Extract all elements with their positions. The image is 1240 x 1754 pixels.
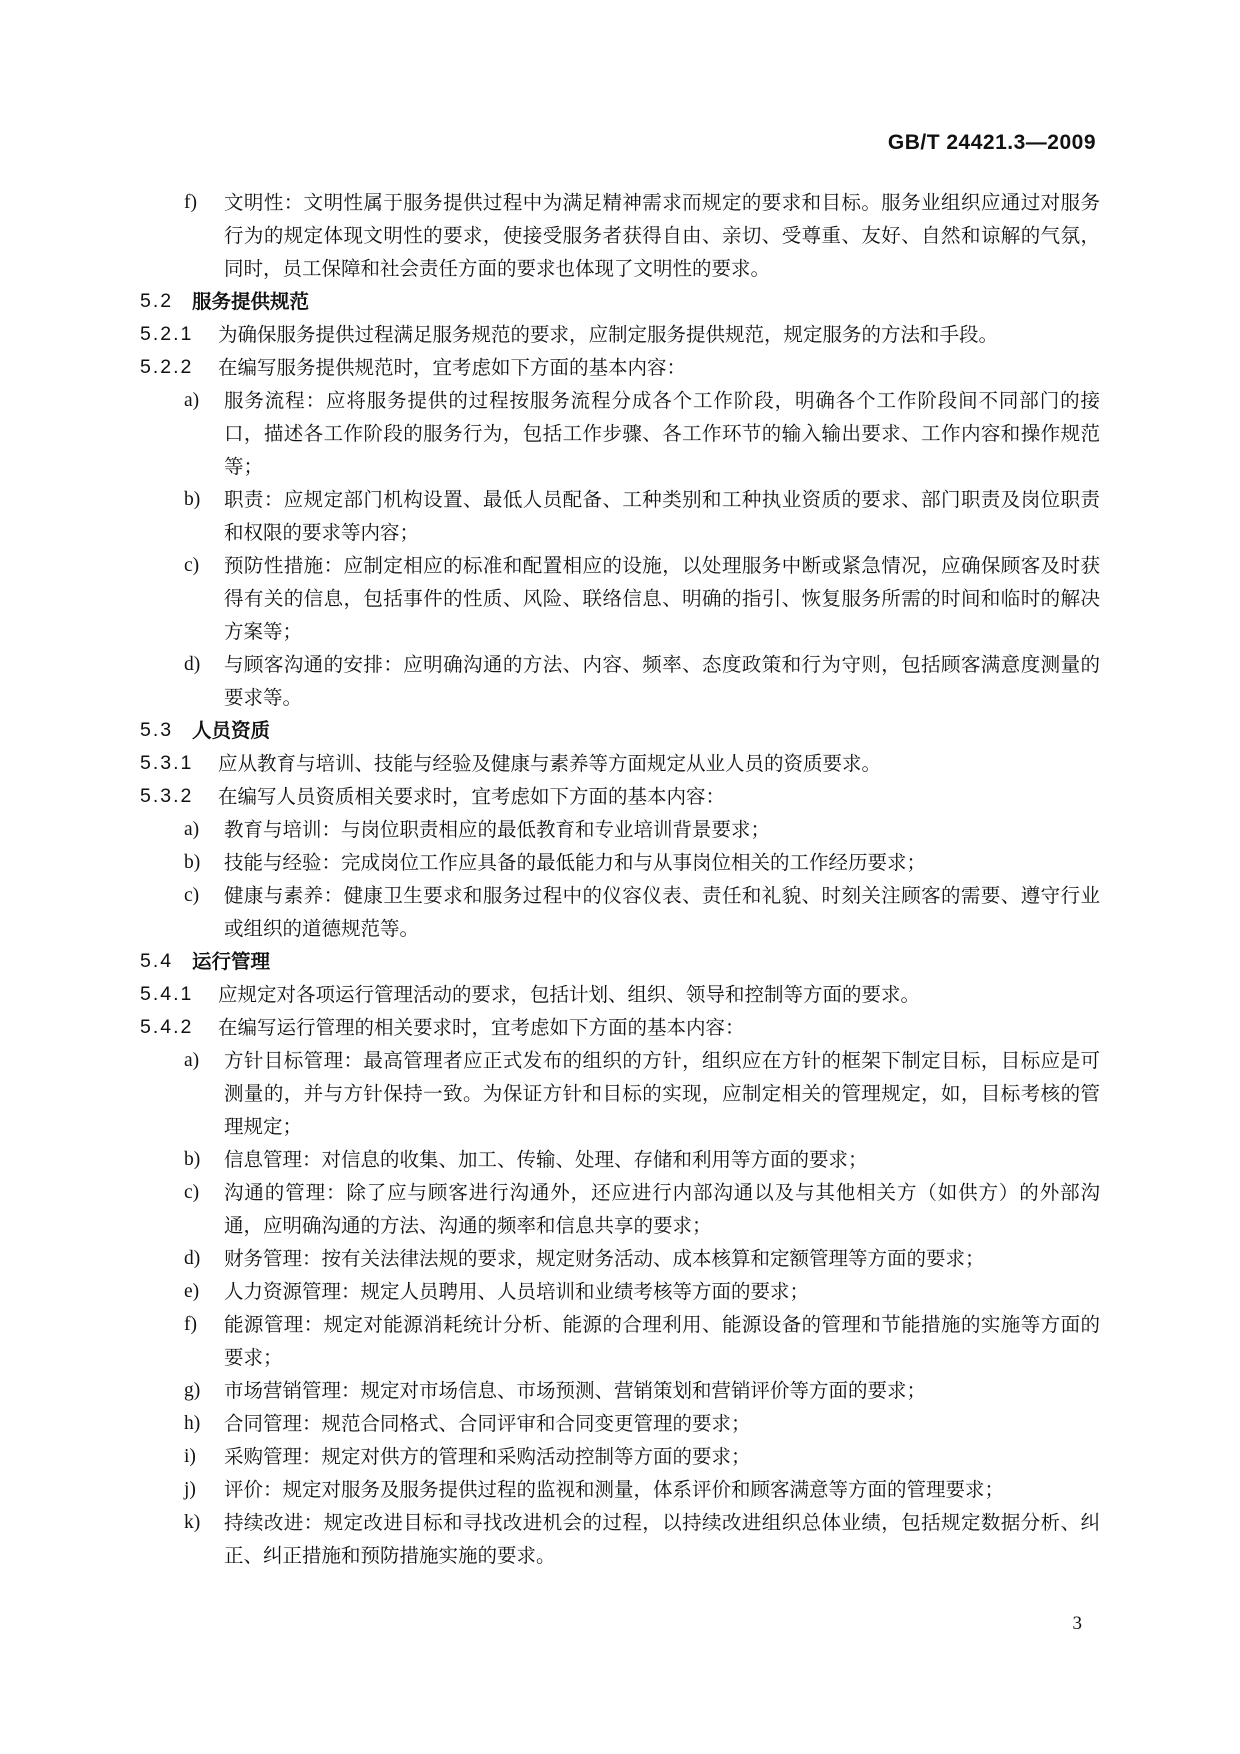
list-item	[140, 186, 1100, 285]
list-item	[140, 648, 1100, 714]
item-text: 应规定对各项运行管理活动的要求，包括计划、组织、领导和控制等方面的要求。	[218, 983, 921, 1006]
item-text: 运行管理	[192, 950, 271, 973]
item-label: f)	[184, 1314, 197, 1335]
section-heading	[140, 945, 1100, 978]
item-label: h)	[184, 1413, 201, 1434]
list-item	[140, 1143, 1100, 1176]
item-label: 5.2.1	[140, 323, 194, 345]
item-label: 5.4	[140, 950, 174, 972]
item-label: d)	[184, 1248, 201, 1269]
item-label: i)	[184, 1446, 196, 1467]
item-text: 服务提供规范	[192, 290, 310, 313]
item-text: 信息管理：对信息的收集、加工、传输、处理、存储和利用等方面的要求；	[224, 1148, 868, 1171]
item-text: 在编写服务提供规范时，宜考虑如下方面的基本内容：	[218, 356, 687, 379]
item-text: 采购管理：规定对供方的管理和采购活动控制等方面的要求；	[224, 1445, 751, 1468]
item-label: 5.2.2	[140, 356, 194, 378]
item-text: 与顾客沟通的安排：应明确沟通的方法、内容、频率、态度政策和行为守则，包括顾客满意度测量的要求等。	[224, 653, 1100, 709]
item-label: b)	[184, 489, 201, 510]
clause-paragraph	[140, 1011, 1100, 1044]
item-label: 5.2	[140, 290, 174, 312]
item-label: c)	[184, 1182, 200, 1203]
clause-paragraph	[140, 351, 1100, 384]
item-text: 持续改进：规定改进目标和寻找改进机会的过程，以持续改进组织总体业绩，包括规定数据分析、纠正、纠正措施和预防措施实施的要求。	[224, 1511, 1100, 1567]
item-label: c)	[184, 555, 200, 576]
list-item	[140, 813, 1100, 846]
item-text: 人员资质	[192, 719, 271, 742]
item-text: 教育与培训：与岗位职责相应的最低教育和专业培训背景要求；	[224, 818, 771, 841]
item-label: b)	[184, 852, 201, 873]
item-text: 健康与素养：健康卫生要求和服务过程中的仪容仪表、责任和礼貌、时刻关注顾客的需要、遵守行业或组织的道德规范等。	[224, 884, 1100, 940]
list-item	[140, 1407, 1100, 1440]
list-item	[140, 483, 1100, 549]
clause-paragraph	[140, 780, 1100, 813]
item-label: b)	[184, 1149, 201, 1170]
item-label: a)	[184, 1050, 200, 1071]
section-heading	[140, 714, 1100, 747]
item-label: 5.3.1	[140, 752, 194, 774]
list-item	[140, 1308, 1100, 1374]
document-body	[140, 186, 1100, 1572]
item-label: j)	[184, 1479, 196, 1500]
item-label: 5.4.1	[140, 983, 194, 1005]
document-id-header: GB/T 24421.3—2009	[887, 131, 1096, 154]
page-number: 3	[1072, 1613, 1082, 1634]
item-label: e)	[184, 1281, 200, 1302]
clause-paragraph	[140, 978, 1100, 1011]
list-item	[140, 879, 1100, 945]
item-label: c)	[184, 885, 200, 906]
item-text: 服务流程：应将服务提供的过程按服务流程分成各个工作阶段，明确各个工作阶段间不同部门的接口，描述各工作阶段的服务行为，包括工作步骤、各工作环节的输入输出要求、工作内容和操作规范等；	[224, 389, 1100, 478]
list-item	[140, 384, 1100, 483]
item-label: 5.3.2	[140, 785, 194, 807]
item-label: f)	[184, 192, 197, 213]
item-text: 评价：规定对服务及服务提供过程的监视和测量，体系评价和顾客满意等方面的管理要求；	[224, 1478, 1005, 1501]
list-item	[140, 1440, 1100, 1473]
list-item	[140, 1242, 1100, 1275]
list-item	[140, 1374, 1100, 1407]
item-text: 方针目标管理：最高管理者应正式发布的组织的方针，组织应在方针的框架下制定目标，目标应是可测量的，并与方针保持一致。为保证方针和目标的实现，应制定相关的管理规定，如，目标考核的管理规定；	[224, 1049, 1100, 1138]
item-text: 沟通的管理：除了应与顾客进行沟通外，还应进行内部沟通以及与其他相关方（如供方）的外部沟通，应明确沟通的方法、沟通的频率和信息共享的要求；	[224, 1181, 1100, 1237]
item-text: 预防性措施：应制定相应的标准和配置相应的设施，以处理服务中断或紧急情况，应确保顾客及时获得有关的信息，包括事件的性质、风险、联络信息、明确的指引、恢复服务所需的时间和临时的解决方案等；	[224, 554, 1100, 643]
item-text: 能源管理：规定对能源消耗统计分析、能源的合理利用、能源设备的管理和节能措施的实施等方面的要求；	[224, 1313, 1100, 1369]
list-item	[140, 549, 1100, 648]
list-item	[140, 1506, 1100, 1572]
list-item	[140, 1176, 1100, 1242]
section-heading	[140, 285, 1100, 318]
list-item	[140, 846, 1100, 879]
item-text: 市场营销管理：规定对市场信息、市场预测、营销策划和营销评价等方面的要求；	[224, 1379, 927, 1402]
item-text: 技能与经验：完成岗位工作应具备的最低能力和与从事岗位相关的工作经历要求；	[224, 851, 927, 874]
item-text: 为确保服务提供过程满足服务规范的要求，应制定服务提供规范，规定服务的方法和手段。	[218, 323, 999, 346]
item-text: 职责：应规定部门机构设置、最低人员配备、工种类别和工种执业资质的要求、部门职责及岗位职责和权限的要求等内容；	[224, 488, 1100, 544]
item-label: k)	[184, 1512, 201, 1533]
item-text: 文明性：文明性属于服务提供过程中为满足精神需求而规定的要求和目标。服务业组织应通过对服务行为的规定体现文明性的要求，使接受服务者获得自由、亲切、受尊重、友好、自然和谅解的气氛，同时，员工保障和社会责任方面的要求也体现了文明性的要求。	[224, 191, 1100, 280]
item-label: 5.3	[140, 719, 174, 741]
item-label: g)	[184, 1380, 201, 1401]
item-label: 5.4.2	[140, 1016, 194, 1038]
item-label: a)	[184, 390, 200, 411]
list-item	[140, 1275, 1100, 1308]
item-label: a)	[184, 819, 200, 840]
item-text: 在编写人员资质相关要求时，宜考虑如下方面的基本内容：	[218, 785, 726, 808]
item-text: 合同管理：规范合同格式、合同评审和合同变更管理的要求；	[224, 1412, 751, 1435]
clause-paragraph	[140, 747, 1100, 780]
list-item	[140, 1473, 1100, 1506]
item-text: 人力资源管理：规定人员聘用、人员培训和业绩考核等方面的要求；	[224, 1280, 810, 1303]
clause-paragraph	[140, 318, 1100, 351]
item-text: 财务管理：按有关法律法规的要求，规定财务活动、成本核算和定额管理等方面的要求；	[224, 1247, 985, 1270]
item-label: d)	[184, 654, 201, 675]
item-text: 应从教育与培训、技能与经验及健康与素养等方面规定从业人员的资质要求。	[218, 752, 882, 775]
list-item	[140, 1044, 1100, 1143]
item-text: 在编写运行管理的相关要求时，宜考虑如下方面的基本内容：	[218, 1016, 745, 1039]
